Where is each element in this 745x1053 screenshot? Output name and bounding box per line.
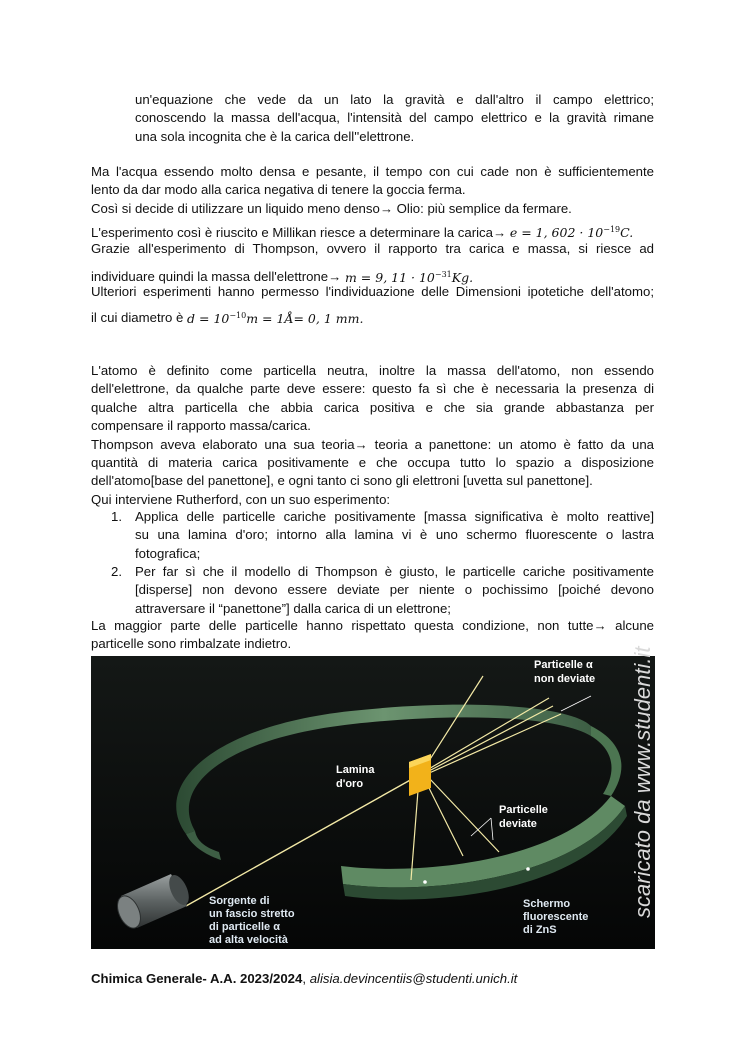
text-run: L'esperimento così è riuscito e Millikan riesce a determinare la carica→ <box>91 225 510 241</box>
label-screen: fluorescente <box>523 911 589 923</box>
paragraph-water <box>91 163 654 218</box>
text-line: La maggior parte delle particelle hanno rispettato questa condizione, non tutte→ alcune <box>91 618 654 633</box>
text-line: particelle sono rimbalzate indietro. <box>91 636 292 652</box>
text-line: conoscendo la massa dell'acqua, l'intensità del campo elettrico e la gravità rimane <box>135 110 654 126</box>
text-line: fotografica; <box>135 545 201 561</box>
text-line: lento da dar modo alla carica negativa di tenere la goccia ferma. <box>91 182 466 198</box>
text-line: L'atomo è definito come particella neutra, inoltre la massa dell'atomo, non essendo <box>91 363 654 378</box>
text-line: Così si decide di utilizzare un liquido meno denso→ Olio: più semplice da fermare. <box>91 200 572 216</box>
footer-separator: , <box>302 971 310 986</box>
text-line: Ulteriori esperimenti hanno permesso l'individuazione delle Dimensioni ipotetiche dell'atomo; <box>91 284 654 299</box>
formula-electron-charge: e = 1, $602 \cdot 10^{-19}C$. <box>509 225 634 241</box>
text-line: compensare il rapporto massa/carica. <box>91 418 311 434</box>
label-screen: Schermo <box>523 898 571 910</box>
page-footer <box>91 971 517 986</box>
label-gold-foil: Lamina <box>336 764 375 776</box>
footer-course: Chimica Generale- A.A. 2023/2024 <box>91 971 303 986</box>
text-line: Applica delle particelle cariche positivamente [massa significativa è molto reattive] <box>135 509 654 524</box>
label-gold-foil: d'oro <box>336 778 364 790</box>
impact-dot <box>423 880 427 884</box>
list-number: 1. <box>111 509 122 524</box>
text-line: una sola incognita che è la carica dell''elettrone. <box>135 128 415 144</box>
label-screen: di ZnS <box>523 924 557 936</box>
text-line: individuare quindi la massa dell'elettrone→ m = 9, $11 \cdot 10^{-31}Kg$. <box>91 269 474 285</box>
text-line: un'equazione che vede da un lato la gravità e dall'altro il campo elettrico; <box>135 92 654 107</box>
label-source: ad alta velocità <box>209 934 288 946</box>
watermark-text: scaricato da www.studenti.it <box>630 646 655 918</box>
text-line: quantità di materia carica positivamente e che occupa tutto lo spazio a disposizione <box>91 455 654 471</box>
list-item <box>111 563 654 618</box>
text-line: [disperse] non devono essere deviate per niente o pochissimo [poiché devono <box>135 582 654 598</box>
rutherford-experiment-figure <box>91 656 655 949</box>
text-line: Grazie all'esperimento di Thompson, ovvero il rapporto tra carica e massa, si riesce ad <box>91 241 654 256</box>
figure-illustration <box>91 656 655 949</box>
text-line: dell'elettrone, da qualche parte deve essere: questo fa sì che è necessaria la presenza di <box>91 381 654 397</box>
paragraph-dimensions <box>91 283 654 328</box>
text-line: attraversare il “panettone”] dalla carica di un elettrone; <box>135 600 451 616</box>
label-deviated: Particelle <box>499 804 548 816</box>
text-line: Per far sì che il modello di Thompson è giusto, le particelle cariche positivamente <box>135 564 654 579</box>
paragraph-thompson-mass <box>91 240 654 287</box>
label-deviated: deviate <box>499 818 537 830</box>
paragraph-result <box>91 617 654 654</box>
list-item <box>111 508 654 563</box>
label-undeviated: non deviate <box>534 673 596 685</box>
list-number: 2. <box>111 564 122 579</box>
text-line: qualche altra particella che abbia carica positiva e che sia grande abbastanza per <box>91 399 654 415</box>
formula-atom-diameter: $d = 10^{-10}m$ = 1Å= 0, 1 mm. <box>187 310 364 326</box>
watermark <box>622 540 662 920</box>
top-paragraph <box>135 91 654 146</box>
footer-email: alisia.devincentiis@studenti.unich.it <box>309 971 518 986</box>
text-line: Qui interviene Rutherford, con un suo esperimento: <box>91 491 391 507</box>
label-undeviated: Particelle α <box>534 659 593 671</box>
label-source: Sorgente di <box>209 895 270 907</box>
label-source: di particelle α <box>209 921 280 933</box>
text-line: Thompson aveva elaborato una sua teoria→ teoria a panettone: un atomo è fatto da una <box>91 436 654 452</box>
formula-electron-mass: m = 9, $11 \cdot 10^{-31}Kg$. <box>344 269 474 285</box>
text-line: il cui diametro è $d = 10^{-10}m$ = 1Å= 0, 1 mm. <box>91 310 364 326</box>
text-line: su una lamina d'oro; intorno alla lamina vi è uno schermo fluorescente o lastra <box>135 527 654 543</box>
text-line: Ma l'acqua essendo molto densa e pesante, il tempo con cui cade non è sufficientemente <box>91 164 654 179</box>
impact-dot <box>526 867 530 871</box>
label-source: un fascio stretto <box>209 908 295 920</box>
paragraph-atom <box>91 362 654 509</box>
text-line: dell'atomo[base del panettone], e ogni tanto ci sono gli elettroni [uvetta sul panettone]. <box>91 473 593 489</box>
